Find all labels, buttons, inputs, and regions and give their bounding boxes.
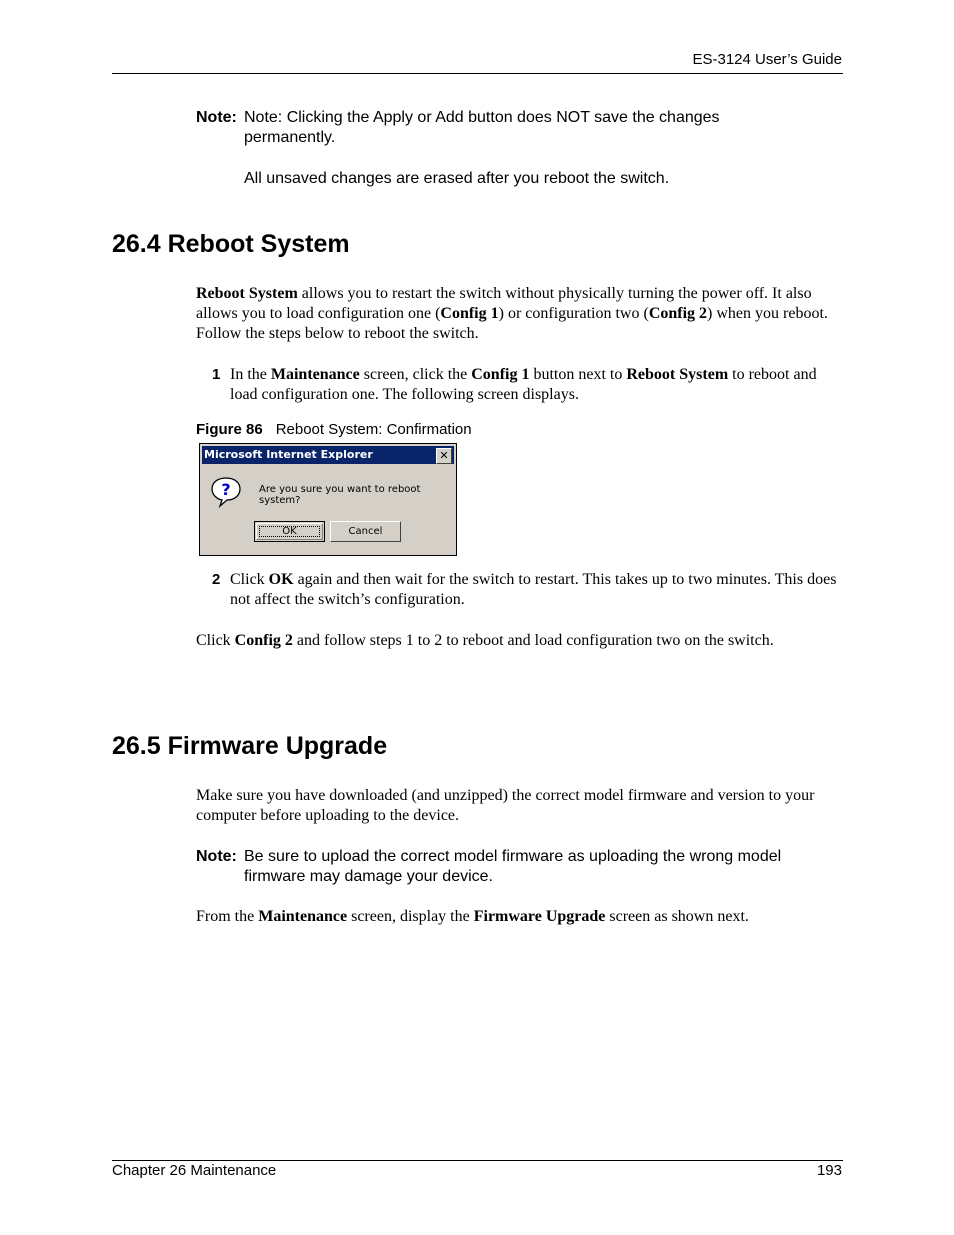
section-heading-reboot-system: 26.4 Reboot System — [112, 230, 350, 258]
page-number: 193 — [816, 1162, 842, 1179]
note-text-line2: permanently. — [244, 129, 336, 146]
reboot-outro-paragraph: Click Config 2 and follow steps 1 to 2 to reboot and load configuration two on the switch. — [196, 632, 774, 649]
firmware-outro-paragraph: From the Maintenance screen, display the Firmware Upgrade screen as shown next. — [196, 908, 749, 925]
step-2-text: Click OK again and then wait for the switch to restart. This takes up to two minutes. This does not affect the switch’s configuration. — [230, 571, 837, 608]
footer-chapter: Chapter 26 Maintenance — [112, 1162, 277, 1179]
cancel-button[interactable]: Cancel — [330, 521, 401, 542]
firmware-note-line1: Be sure to upload the correct model firmware as uploading the wrong model — [244, 848, 782, 865]
step-number-2: 2 — [212, 571, 221, 588]
section-heading-firmware-upgrade: 26.5 Firmware Upgrade — [112, 732, 388, 760]
svg-text:?: ? — [221, 480, 231, 499]
dialog-title: Microsoft Internet Explorer — [204, 448, 373, 461]
firmware-note-label: Note: — [196, 848, 237, 865]
running-header: ES-3124 User’s Guide — [692, 51, 842, 68]
note-label: Note: — [196, 109, 237, 126]
firmware-intro-paragraph: Make sure you have downloaded (and unzipped) the correct model firmware and version to your computer before uploading to the device. — [196, 787, 815, 824]
header-rule — [112, 73, 843, 74]
close-icon[interactable]: ✕ — [436, 448, 452, 464]
dialog-message: Are you sure you want to reboot system? — [259, 484, 421, 506]
ok-button[interactable]: OK — [254, 521, 325, 542]
dialog-titlebar — [202, 446, 454, 464]
figure-caption: Figure 86 Reboot System: Confirmation — [196, 421, 472, 438]
step-number-1: 1 — [212, 366, 221, 383]
footer-rule — [112, 1160, 843, 1161]
note-text-line1: Note: Clicking the Apply or Add button does NOT save the changes — [244, 109, 720, 126]
question-icon — [210, 476, 242, 508]
step-1-text: In the Maintenance screen, click the Config 1 button next to Reboot System to reboot and load configuration one. The following screen displays. — [230, 366, 817, 403]
confirmation-dialog — [199, 443, 457, 556]
firmware-note-line2: firmware may damage your device. — [244, 868, 493, 885]
reboot-intro-paragraph: Reboot System allows you to restart the switch without physically turning the power off. It also allows you to load configuration one (Config 1) or configuration two (Config 2) when you reboot. Follow the steps below to reboot the switch. — [196, 285, 828, 342]
note-text-line3: All unsaved changes are erased after you reboot the switch. — [244, 170, 670, 187]
